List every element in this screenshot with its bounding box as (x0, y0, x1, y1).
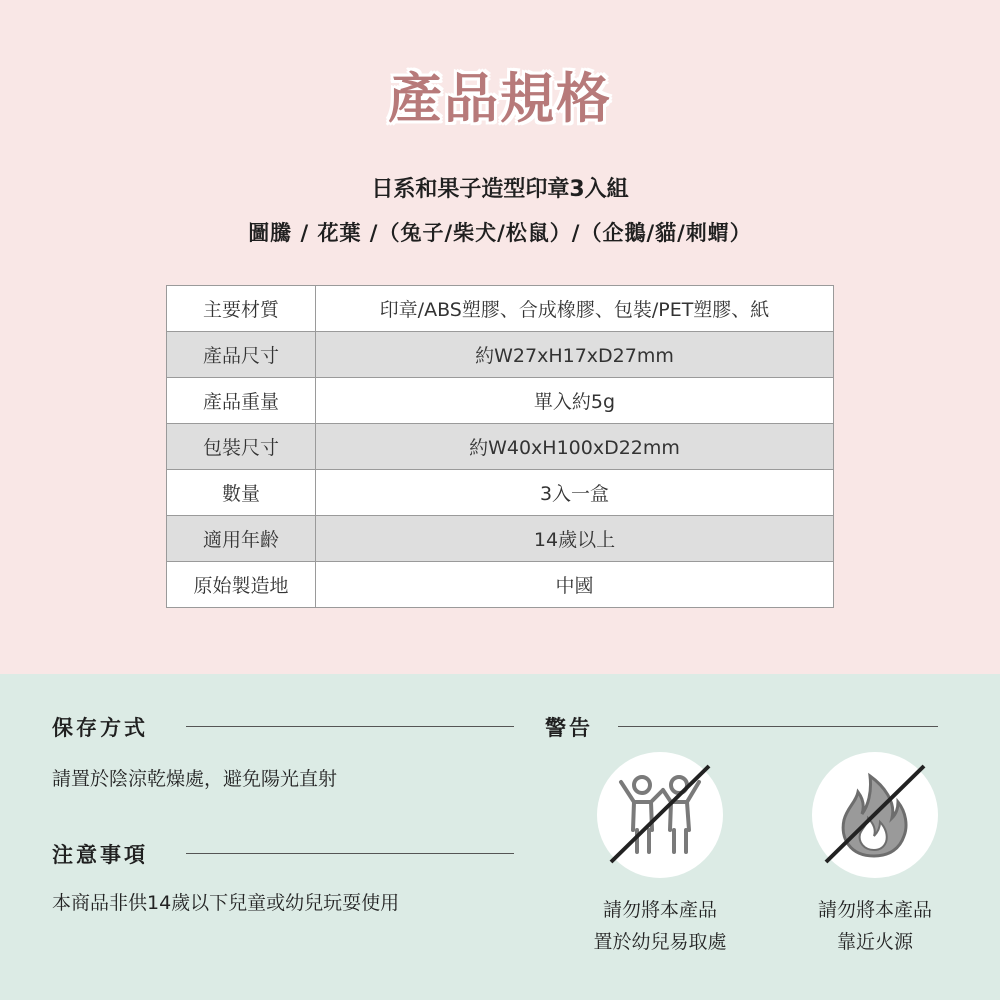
caption-line: 靠近火源 (836, 931, 913, 953)
storage-heading: 保存方式 (52, 716, 148, 740)
warning-caption (560, 894, 760, 958)
spec-label: 適用年齡 (167, 516, 316, 562)
divider (618, 726, 938, 727)
table-row (167, 562, 834, 608)
divider (186, 853, 514, 854)
warning-heading: 警告 (545, 716, 593, 740)
spec-value: 中國 (316, 562, 834, 608)
divider (186, 726, 514, 727)
product-name: 日系和果子造型印章3入組 (371, 177, 629, 202)
table-row (167, 378, 834, 424)
no-children-icon (597, 752, 723, 878)
notes-heading: 注意事項 (52, 843, 148, 867)
care-section (0, 674, 1000, 1000)
page-title: 產品規格 (388, 67, 612, 130)
spec-label: 主要材質 (167, 286, 316, 332)
spec-value: 單入約5g (316, 378, 834, 424)
spec-label: 產品重量 (167, 378, 316, 424)
spec-value: 約W40xH100xD22mm (316, 424, 834, 470)
table-row (167, 286, 834, 332)
table-row (167, 424, 834, 470)
spec-label: 產品尺寸 (167, 332, 316, 378)
table-row (167, 516, 834, 562)
notes-text: 本商品非供14歲以下兒童或幼兒玩耍使用 (52, 892, 400, 914)
product-variants: 圖騰 / 花葉 /（兔子/柴犬/松鼠）/（企鵝/貓/刺蝟） (248, 221, 752, 245)
spec-label: 包裝尺寸 (167, 424, 316, 470)
caption-line: 請勿將本產品 (817, 899, 932, 921)
warning-caption (775, 894, 975, 958)
storage-text: 請置於陰涼乾燥處，避免陽光直射 (52, 768, 338, 790)
caption-line: 請勿將本產品 (602, 899, 717, 921)
spec-value: 印章/ABS塑膠、合成橡膠、包裝/PET塑膠、紙 (316, 286, 834, 332)
spec-label: 數量 (167, 470, 316, 516)
spec-table (166, 285, 834, 608)
spec-value: 約W27xH17xD27mm (316, 332, 834, 378)
spec-value: 14歲以上 (316, 516, 834, 562)
table-row (167, 470, 834, 516)
spec-value: 3入一盒 (316, 470, 834, 516)
caption-line: 置於幼兒易取處 (593, 931, 727, 953)
no-fire-icon (812, 752, 938, 878)
table-row (167, 332, 834, 378)
spec-label: 原始製造地 (167, 562, 316, 608)
